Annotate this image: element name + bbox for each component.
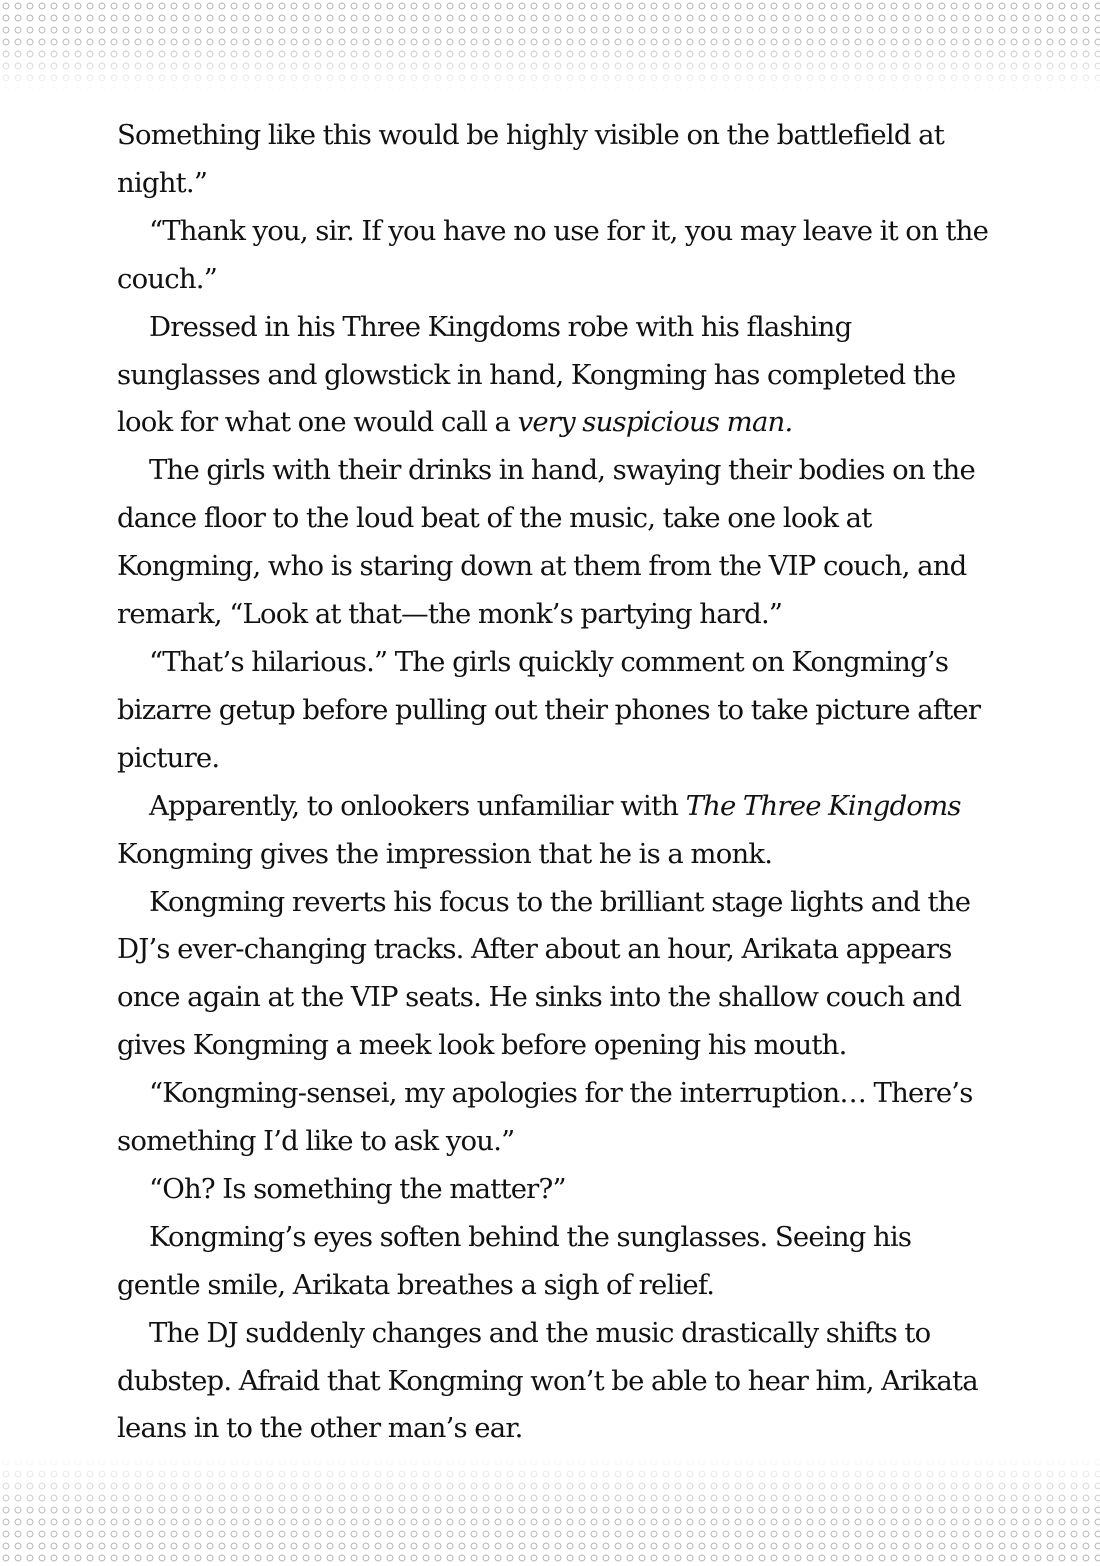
paragraph-text: Apparently, to onlookers unfamiliar with (149, 789, 686, 822)
paragraph-text: The DJ suddenly changes and the music drastically shifts to dubstep. Afraid that Kongming won’t be able to hear him, Arikata leans in to the other man’s ear. (117, 1316, 978, 1445)
paragraph-text: The girls with their drinks in hand, swaying their bodies on the dance floor to the loud beat of the music, take one look at Kongming, who is staring down at them from the VIP couch, and remark, “Look at that—the monk’s partying hard.” (117, 454, 975, 631)
paragraph-text: “Kongming-sensei, my apologies for the interruption… There’s something I’d like to ask you.” (117, 1077, 973, 1158)
paragraph (117, 1166, 997, 1214)
decorative-pattern-bottom (0, 1456, 1100, 1566)
paragraph-text: “Thank you, sir. If you have no use for it, you may leave it on the couch.” (117, 214, 989, 295)
paragraph (117, 447, 997, 639)
paragraph (117, 1310, 997, 1454)
paragraph-text: Dressed in his Three Kingdoms robe with his flashing sunglasses and glowstick in hand, Kongming has completed the look for what one would call a (117, 310, 956, 439)
paragraph-text: “Oh? Is something the matter?” (149, 1172, 566, 1205)
paragraph-text: “That’s hilarious.” The girls quickly comment on Kongming’s bizarre getup before pulling out their phones to take picture after picture. (117, 645, 981, 774)
paragraph (117, 783, 997, 879)
italic-title: The Three Kingdoms (685, 789, 961, 822)
paragraph-text: Kongming reverts his focus to the brilliant stage lights and the DJ’s ever-changing tracks. After about an hour, Arikata appears once again at the VIP seats. He sinks into the shallow couch and gives Kongming a meek look before opening his mouth. (117, 885, 971, 1062)
body-text (117, 112, 997, 1453)
paragraph-text: Something like this would be highly visible on the battlefield at night.” (117, 119, 944, 199)
decorative-pattern-top (0, 0, 1100, 92)
paragraph (117, 879, 997, 1071)
paragraph-text: Kongming gives the impression that he is a monk. (117, 837, 773, 870)
paragraph (117, 1070, 997, 1166)
paragraph-text: Kongming’s eyes soften behind the sunglasses. Seeing his gentle smile, Arikata breathes a sigh of relief. (117, 1220, 912, 1301)
paragraph (117, 112, 997, 208)
paragraph (117, 208, 997, 304)
paragraph (117, 304, 997, 448)
italic-phrase: very suspicious man. (517, 406, 793, 439)
paragraph (117, 639, 997, 783)
paragraph (117, 1214, 997, 1310)
